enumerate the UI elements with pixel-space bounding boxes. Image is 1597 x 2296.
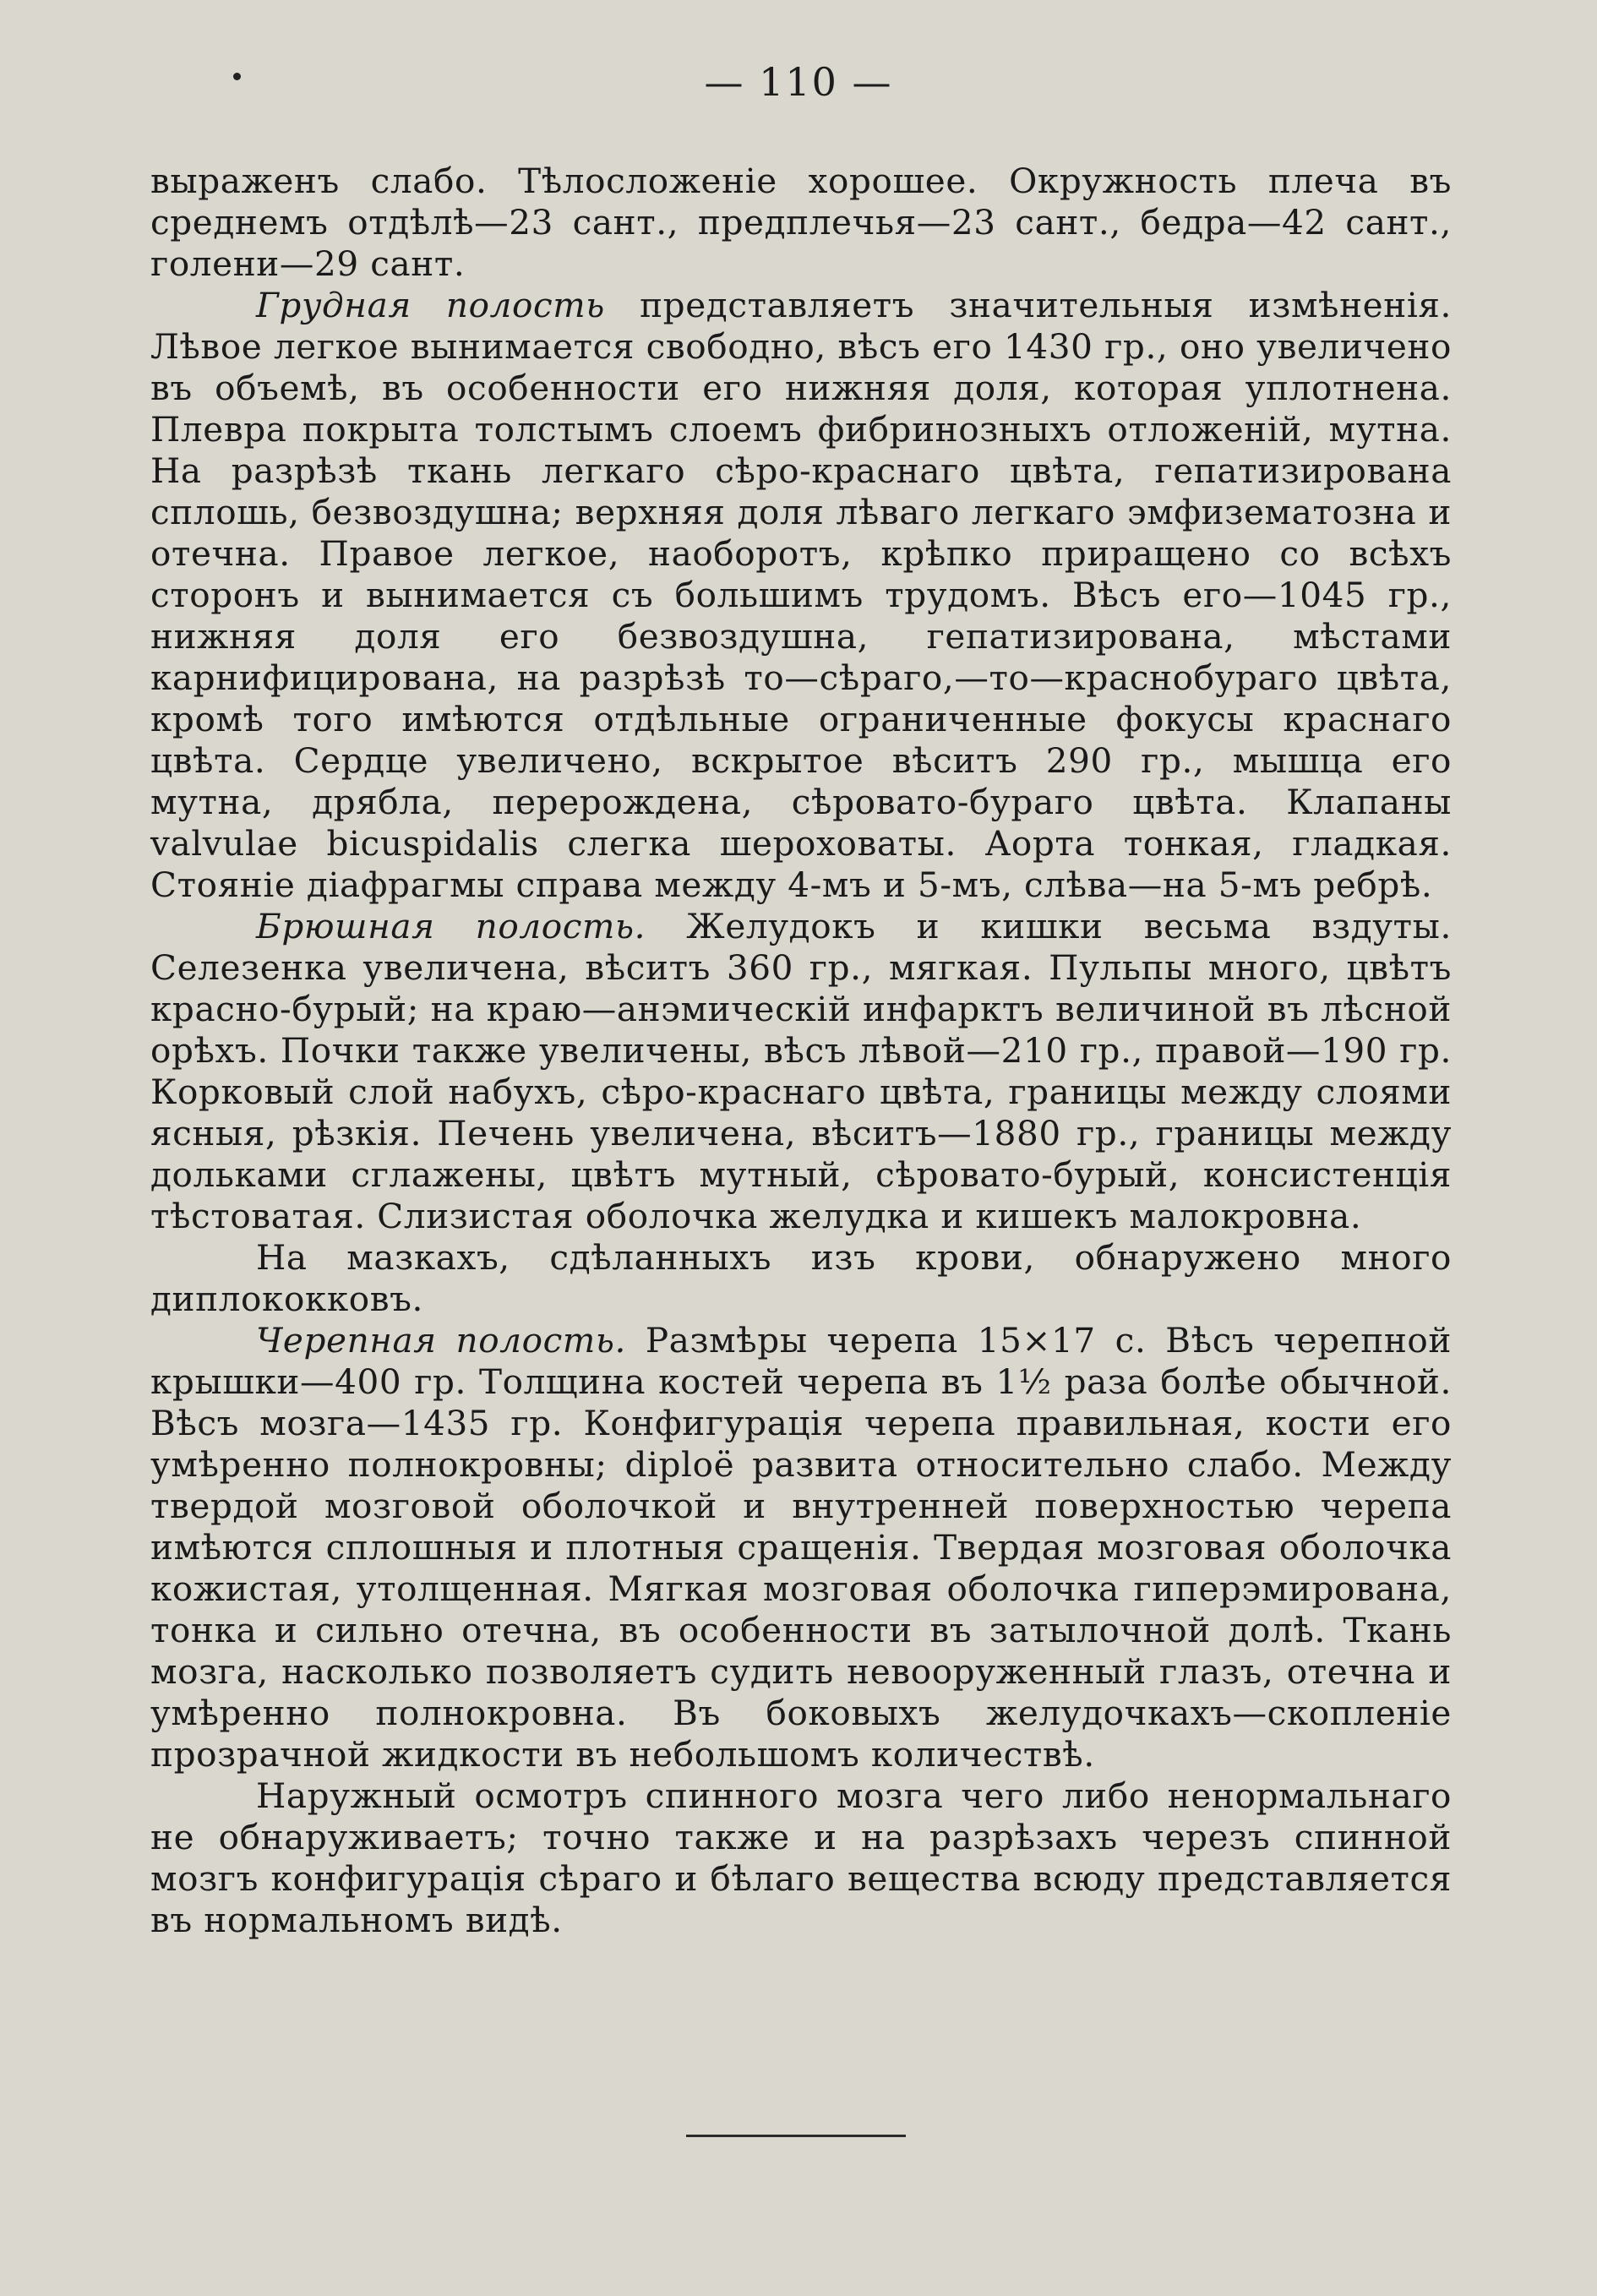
- section-heading-abdomen: Брюшная полость.: [256, 906, 646, 946]
- paragraph-text: На мазкахъ, сдѣланныхъ изъ крови, обнаружено много диплококковъ.: [150, 1237, 1452, 1319]
- paragraph-spinal-cord: [150, 1775, 1452, 1941]
- paragraph-chest-cavity: [150, 285, 1452, 906]
- end-rule: [686, 2135, 906, 2137]
- body-text: [150, 161, 1452, 1941]
- paragraph-text: выраженъ слабо. Тѣлосложеніе хорошее. Окружность плеча въ среднемъ отдѣлѣ—23 сант., предплечья—23 сант., бедра—42 сант., голени—29 сант.: [150, 161, 1452, 284]
- section-heading-cranium: Черепная полость.: [256, 1320, 627, 1361]
- section-heading-chest: Грудная полость: [256, 285, 605, 325]
- paragraph-text: Наружный осмотръ спинного мозга чего либо ненормальнаго не обнаруживаетъ; точно также и на разрѣзахъ черезъ спинной мозгъ конфигурація сѣраго и бѣлаго вещества всюду представляется въ нормальномъ видѣ.: [150, 1775, 1452, 1940]
- paragraph-text: Желудокъ и кишки весьма вздуты. Селезенка увеличена, вѣситъ 360 гр., мягкая. Пульпы много, цвѣтъ красно-бурый; на краю—анэмическій инфарктъ величиной въ лѣсной орѣхъ. Почки также увеличены, вѣсъ лѣвой—210 гр., правой—190 гр. Корковый слой набухъ, сѣро-краснаго цвѣта, границы между слоями ясныя, рѣзкія. Печень увеличена, вѣситъ—1880 гр., границы между дольками сглажены, цвѣтъ мутный, сѣровато-бурый, консистенція тѣстоватая. Слизистая оболочка желудка и кишекъ малокровна.: [150, 906, 1452, 1236]
- paragraph-cranial-cavity: [150, 1320, 1452, 1775]
- page-number: — 110 —: [704, 59, 893, 105]
- paragraph-text: Размѣры черепа 15×17 с. Вѣсъ черепной крышки—400 гр. Толщина костей черепа въ 1½ раза болѣе обычной. Вѣсъ мозга—1435 гр. Конфигурація черепа правильная, кости его умѣренно полнокровны; diploё развита относительно слабо. Между твердой мозговой оболочкой и внутренней поверхностью черепа имѣются сплошныя и плотныя сращенія. Твердая мозговая оболочка кожистая, утолщенная. Мягкая мозговая оболочка гиперэмирована, тонка и сильно отечна, въ особенности въ затылочной долѣ. Ткань мозга, насколько позволяетъ судить невооруженный глазъ, отечна и умѣренно полнокровна. Въ боковыхъ желудочкахъ—скопленіе прозрачной жидкости въ небольшомъ количествѣ.: [150, 1320, 1452, 1775]
- paragraph-abdominal-cavity: [150, 906, 1452, 1237]
- paragraph-blood-smears: [150, 1237, 1452, 1320]
- paragraph-physique: [150, 161, 1452, 285]
- paragraph-text: представляетъ значительныя измѣненія. Лѣвое легкое вынимается свободно, вѣсъ его 1430 гр., оно увеличено въ объемѣ, въ особенности его нижняя доля, которая уплотнена. Плевра покрыта толстымъ слоемъ фибринозныхъ отложеній, мутна. На разрѣзѣ ткань легкаго сѣро-краснаго цвѣта, гепатизирована сплошь, безвоздушна; верхняя доля лѣваго легкаго эмфизематозна и отечна. Правое легкое, наоборотъ, крѣпко приращено со всѣхъ сторонъ и вынимается съ большимъ трудомъ. Вѣсъ его—1045 гр., нижняя доля его безвоздушна, гепатизирована, мѣстами карнифицирована, на разрѣзѣ то—сѣраго,—то—краснобураго цвѣта, кромѣ того имѣются отдѣльные ограниченные фокусы краснаго цвѣта. Сердце увеличено, вскрытое вѣситъ 290 гр., мышца его мутна, дрябла, перерождена, сѣровато-бураго цвѣта. Клапаны valvulae bicuspidalis слегка шероховаты. Аорта тонкая, гладкая. Стояніе діафрагмы справа между 4-мъ и 5-мъ, слѣва—на 5-мъ ребрѣ.: [150, 285, 1453, 905]
